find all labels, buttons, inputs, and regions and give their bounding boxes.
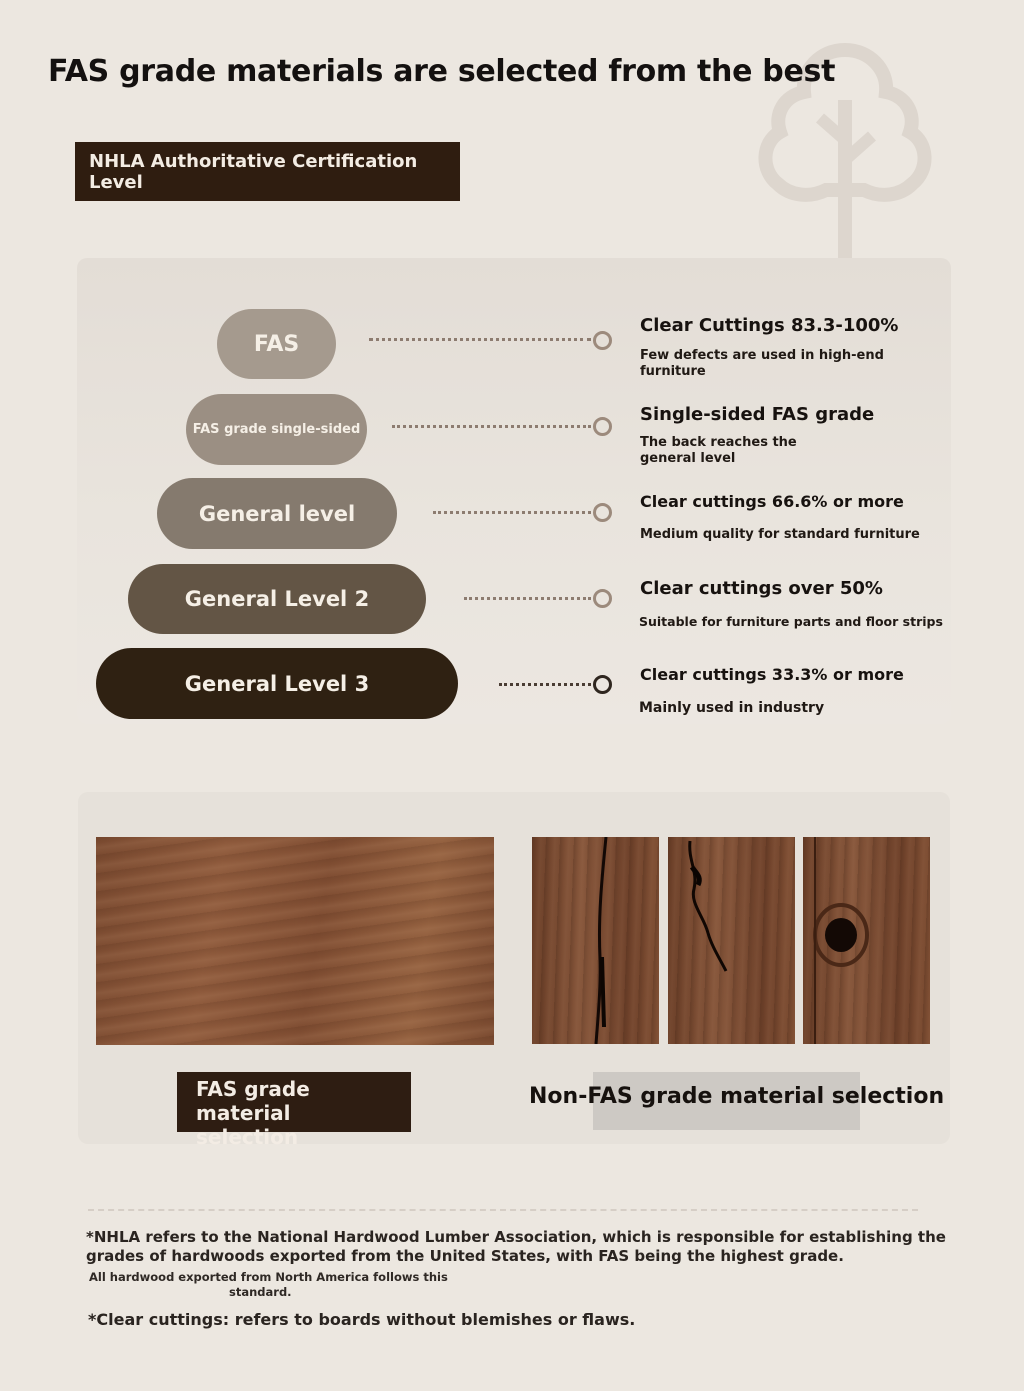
marker-ring-icon (593, 675, 612, 694)
grade-description: The back reaches the general level (640, 435, 797, 466)
marker-ring-icon (593, 589, 612, 608)
grade-pill-general-level-3 (96, 648, 458, 719)
grade-title: Clear cuttings over 50% (640, 578, 883, 599)
certification-badge: NHLA Authoritative Certification Level (75, 142, 460, 201)
grade-pill-label: General level (198, 501, 356, 526)
marker-ring-icon (593, 417, 612, 436)
grade-pill-label: FAS (253, 331, 300, 357)
connector-line (464, 597, 591, 600)
grade-pill-label: General Level 2 (184, 587, 370, 611)
export-standard-note: All hardwood exported from North America follows this standard. (89, 1270, 448, 1299)
marker-ring-icon (593, 331, 612, 350)
non-fas-wood-sample-crack-image (532, 837, 659, 1044)
grade-pill-fas (217, 309, 336, 379)
clear-cuttings-footnote: *Clear cuttings: refers to boards without blemishes or flaws. (88, 1310, 636, 1329)
connector-line (369, 338, 591, 341)
grade-pill-label: General Level 3 (184, 671, 370, 696)
connector-line (499, 683, 591, 686)
fas-material-label: FAS grade material selection (177, 1072, 411, 1132)
page-title: FAS grade materials are selected from the best (48, 54, 836, 89)
non-fas-wood-sample-knot-image (803, 837, 930, 1044)
marker-ring-icon (593, 503, 612, 522)
grade-description: Mainly used in industry (639, 700, 825, 716)
grade-pill-fas-single-sided (186, 394, 367, 465)
grade-title: Clear Cuttings 83.3-100% (640, 315, 899, 336)
non-fas-wood-sample-split-image (668, 837, 795, 1044)
grade-description: Few defects are used in high-end furniture (640, 348, 884, 379)
connector-line (392, 425, 591, 428)
grade-title: Clear cuttings 66.6% or more (640, 492, 904, 511)
grade-pill-general-level-2 (128, 564, 426, 634)
grade-description: Medium quality for standard furniture (640, 527, 920, 542)
grade-description: Suitable for furniture parts and floor strips (639, 614, 943, 629)
grade-pill-general-level (157, 478, 397, 549)
grade-title: Clear cuttings 33.3% or more (640, 665, 904, 684)
grade-pill-label: FAS grade single-sided (192, 422, 361, 437)
connector-line (433, 511, 591, 514)
nhla-footnote: *NHLA refers to the National Hardwood Lumber Association, which is responsible for establishing the grades of hardwoods exported from the United States, with FAS being the highest grade. (86, 1228, 946, 1265)
fas-wood-sample-image (96, 837, 494, 1045)
dashed-divider (88, 1209, 918, 1211)
non-fas-material-label: Non-FAS grade material selection (529, 1084, 945, 1109)
grade-title: Single-sided FAS grade (640, 404, 875, 425)
